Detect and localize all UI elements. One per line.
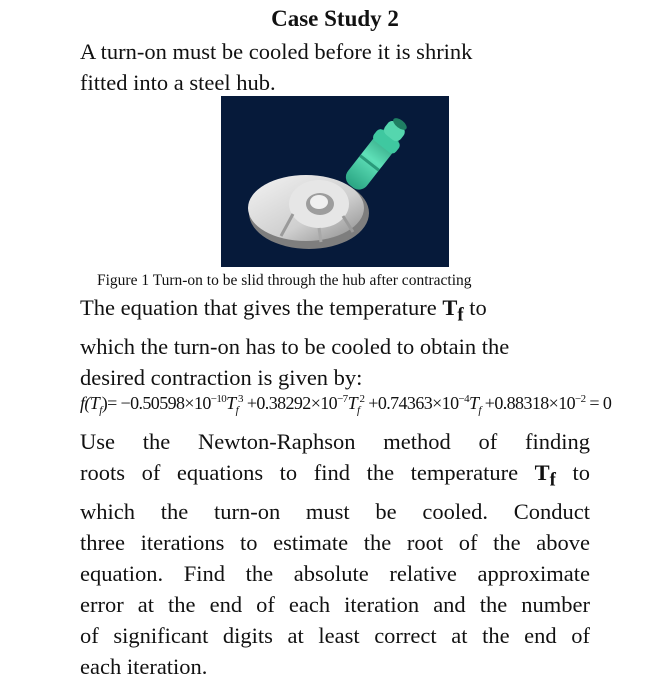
task-line: of significant digits at least correct at the end of [80, 622, 590, 648]
equation-intro-paragraph [80, 292, 600, 393]
polynomial-equation: $f(T_f)= -0.50598\times 10^{-10}T_f^3 +0.38292\times 10^{-7}T_f^2 +0.74363\times 10^{-4}T_f +0.88318\times 10^{-2} = 0$ [80, 393, 612, 417]
equation-term: $+0.74363\times 10^{-4}T_f$ [364, 393, 481, 417]
equation-term: $+0.38292\times 10^{-7}T_f^2$ [242, 393, 365, 417]
turn-on-shaft [340, 112, 413, 195]
task-paragraph [80, 426, 590, 682]
page-title: Case Study 2 [271, 6, 399, 31]
intro-line: fitted into a steel hub. [80, 70, 276, 95]
paragraph-line: desired contraction is given by: [80, 364, 363, 390]
equation-rhs: = 0 [585, 393, 612, 413]
intro-line: A turn-on must be cooled before it is shrink [80, 39, 473, 64]
turn-on-hub-figure [221, 96, 449, 267]
intro-paragraph [80, 36, 640, 98]
task-line: each iteration. [80, 653, 208, 679]
paragraph-line [80, 292, 600, 331]
text-run: to [463, 295, 487, 320]
temperature-symbol: $T_f$ [534, 460, 556, 491]
equation-term: $+0.88318\times 10^{-2}$ [480, 393, 586, 413]
equation-term: = $-0.50598\times 10^{-10}T_f^3$ [107, 393, 243, 417]
paragraph-line: which the turn-on has to be cooled to obtain the [80, 333, 510, 359]
task-line: error at the end of each iteration and the number [80, 591, 590, 617]
figure-caption: Figure 1 Turn-on to be slid through the hub after contracting [97, 272, 472, 289]
task-line: roots of equations to find the temperature $T_f$ to [80, 460, 590, 491]
steel-hub [248, 175, 369, 249]
task-line: equation. Find the absolute relative approximate [80, 560, 590, 586]
task-line: which the turn-on must be cooled. Conduct [80, 498, 590, 524]
text-run: The equation that gives the temperature [80, 295, 443, 320]
task-line: three iterations to estimate the root of the above [80, 529, 590, 555]
temperature-symbol: $T_f$ [442, 295, 464, 326]
turn-on-hub-illustration [221, 96, 449, 267]
task-line: Use the Newton-Raphson method of finding [80, 429, 590, 454]
